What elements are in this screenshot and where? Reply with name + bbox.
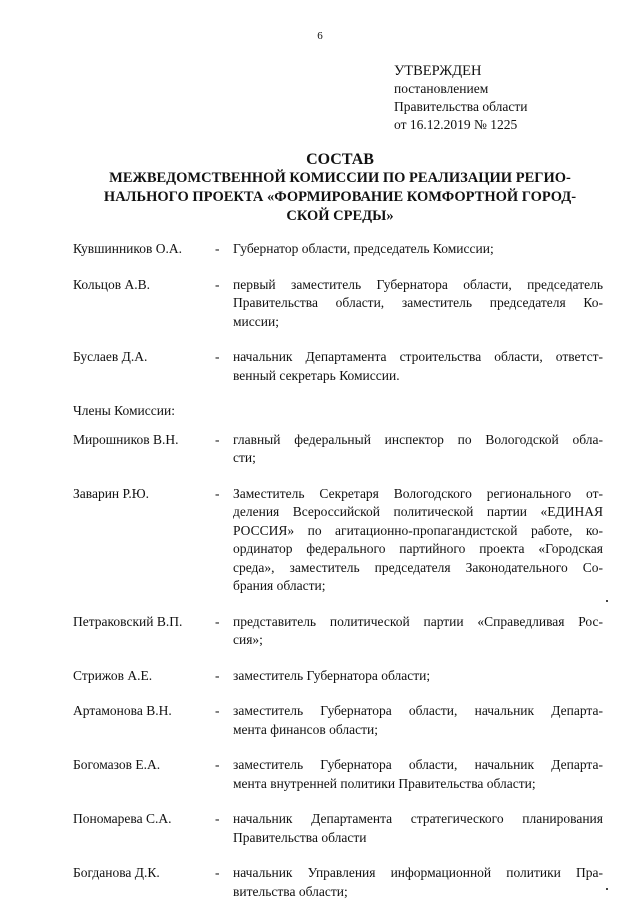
role-line: венный секретарь Комиссии.: [233, 367, 400, 383]
person-name: Стрижов А.Е.: [73, 667, 153, 683]
dash-separator: -: [215, 485, 220, 501]
approval-line-3: от 16.12.2019 № 1225: [394, 117, 518, 132]
role-line: ординатор федерального партийного проекта «Городская: [233, 541, 603, 556]
person-role: [233, 240, 603, 259]
dash-separator: -: [215, 613, 220, 629]
person-name: Петраковский В.П.: [73, 613, 183, 629]
margin-mark: [606, 600, 608, 602]
role-line: мента финансов области;: [233, 721, 378, 737]
dash-separator: -: [215, 703, 220, 718]
person-name: Кувшинников О.А.: [73, 241, 183, 256]
person-role: [233, 702, 603, 739]
role-line: заместитель Губернатора области, начальник Департа-: [233, 757, 603, 772]
role-line: начальник Управления информационной политики Пра-: [233, 865, 603, 880]
person-name: Мирошников В.Н.: [73, 431, 179, 447]
person-name: Артамонова В.Н.: [73, 703, 172, 718]
roster-entry: [73, 431, 603, 468]
roster-entry: [73, 240, 603, 259]
roster-entry: [73, 276, 603, 332]
dash-separator: -: [215, 276, 220, 292]
dash-separator: -: [215, 349, 220, 364]
person-role: [233, 667, 603, 686]
role-line: РОССИЯ» по агитационно-пропагандистской работе, ко-: [233, 522, 603, 538]
person-name: Буслаев Д.А.: [73, 349, 148, 364]
role-line: Губернатор области, председатель Комиссии;: [233, 241, 494, 256]
roster-entry: [73, 348, 603, 385]
dash-separator: -: [215, 241, 220, 256]
role-line: Правительства области, заместитель председателя Ко-: [233, 295, 603, 310]
title-line-1: СОСТАВ: [306, 151, 374, 168]
role-line: среда», заместитель председателя Законодательного Со-: [233, 559, 603, 575]
title-line-2: МЕЖВЕДОМСТВЕННОЙ КОМИССИИ ПО РЕАЛИЗАЦИИ РЕГИО-: [109, 170, 571, 186]
dash-separator: -: [215, 667, 220, 683]
commission-roster: [73, 240, 603, 918]
roster-entry: [73, 613, 603, 650]
role-line: брания области;: [233, 578, 326, 593]
members-label: Члены Комиссии:: [73, 403, 175, 418]
members-list: [73, 431, 603, 902]
dash-separator: -: [215, 865, 220, 880]
role-line: заместитель Губернатора области;: [233, 667, 431, 683]
role-line: деления Всероссийской политической партии «ЕДИНАЯ: [233, 504, 603, 519]
person-role: [233, 756, 603, 793]
person-name: Заварин Р.Ю.: [73, 485, 149, 501]
person-role: [233, 864, 603, 901]
role-line: сти;: [233, 450, 256, 465]
roster-entry: [73, 864, 603, 901]
roster-entry: [73, 810, 603, 847]
dash-separator: -: [215, 431, 220, 447]
person-role: [233, 276, 603, 332]
approval-stamp: [394, 62, 527, 134]
role-line: представитель политической партии «Справедливая Рос-: [233, 613, 603, 629]
roster-entry: [73, 702, 603, 739]
roster-entry: [73, 485, 603, 596]
margin-mark: [606, 888, 608, 890]
role-line: начальник Департамента стратегического планирования: [233, 811, 603, 826]
dash-separator: -: [215, 757, 220, 772]
approval-line-2: Правительства области: [394, 99, 528, 114]
title-line-3: НАЛЬНОГО ПРОЕКТА «ФОРМИРОВАНИЕ КОМФОРТНОЙ ГОРОД-: [103, 189, 577, 205]
role-line: Правительства области: [233, 829, 367, 845]
person-name: Богомазов Е.А.: [73, 757, 161, 772]
title-line-4: СКОЙ СРЕДЫ»: [286, 208, 394, 224]
roster-entry: [73, 756, 603, 793]
dash-separator: -: [215, 811, 220, 826]
leadership-list: [73, 240, 603, 385]
person-name: Пономарева С.А.: [73, 811, 172, 826]
person-role: [233, 485, 603, 596]
role-line: первый заместитель Губернатора области, председатель: [233, 276, 603, 292]
role-line: миссии;: [233, 313, 279, 329]
role-line: заместитель Губернатора области, начальник Департа-: [233, 703, 603, 718]
person-role: [233, 613, 603, 650]
person-name: Богданова Д.К.: [73, 865, 160, 880]
document-title: [60, 150, 620, 226]
role-line: сия»;: [233, 632, 263, 647]
roster-entry: [73, 667, 603, 686]
role-line: вительства области;: [233, 883, 348, 899]
approval-heading: УТВЕРЖДЕН: [394, 63, 482, 79]
approval-line-1: постановлением: [394, 81, 489, 96]
role-line: главный федеральный инспектор по Вологодской обла-: [233, 431, 603, 447]
person-role: [233, 348, 603, 385]
role-line: мента внутренней политики Правительства области;: [233, 775, 536, 791]
person-role: [233, 810, 603, 847]
person-role: [233, 431, 603, 468]
role-line: начальник Департамента строительства области, ответст-: [233, 349, 603, 364]
role-line: Заместитель Секретаря Вологодского регионального от-: [233, 485, 603, 501]
page-number: 6: [317, 30, 323, 42]
person-name: Кольцов А.В.: [73, 276, 151, 292]
